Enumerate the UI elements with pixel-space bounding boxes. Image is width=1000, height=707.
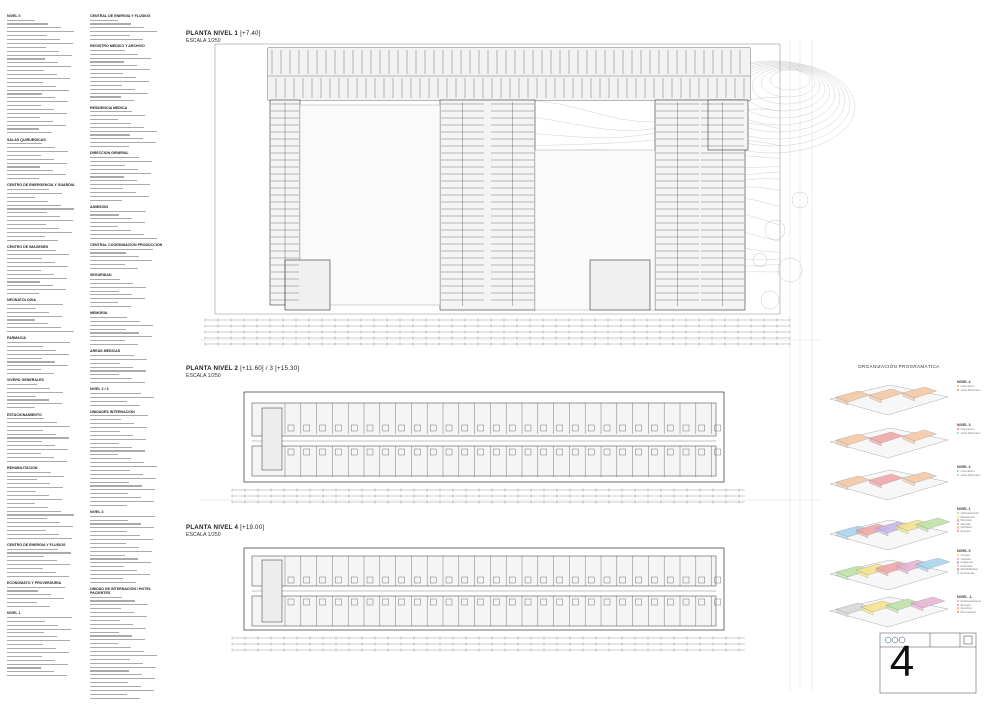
legend-heading: REGISTRO MEDICO Y ARCHIVO — [90, 44, 145, 49]
program-slab-4 — [830, 558, 950, 590]
level-item — [957, 432, 980, 436]
plan-4-name: PLANTA NIVEL 4 — [186, 524, 239, 531]
legend-heading: AREAS MEDICAS — [90, 349, 121, 354]
program-diagram — [830, 385, 950, 627]
program-slab-2 — [830, 470, 948, 500]
color-swatch — [957, 516, 959, 518]
color-swatch — [957, 565, 959, 567]
legend-heading: ADMISION — [90, 205, 108, 210]
program-slab-1 — [830, 428, 948, 458]
plan-4-level: [+19.00] — [240, 524, 265, 531]
level-item-text: Administración — [960, 511, 979, 515]
color-swatch — [957, 526, 959, 528]
legend-heading: FARMACIA — [7, 336, 26, 341]
level-items — [957, 512, 979, 534]
level-item-text: Servicios — [960, 606, 972, 611]
color-swatch — [957, 604, 959, 606]
level-item-text: Estacionamiento — [960, 599, 982, 603]
level-items — [957, 385, 980, 392]
level-item — [957, 389, 980, 393]
legend-heading: NIVEL 0 — [7, 14, 21, 18]
color-swatch — [957, 428, 959, 430]
level-item-text: Energía — [960, 602, 971, 607]
legend-heading: CENTRO DE EMERGENCIA Y GUARDIA — [7, 183, 75, 188]
legend-heading: NEONATOLOGIA — [7, 298, 37, 303]
level-item-text: Energía — [960, 528, 971, 533]
level-label: NIVEL 3 — [957, 423, 971, 427]
plan-level-2-3 — [232, 392, 745, 504]
level-item-text: Admisión — [960, 525, 973, 530]
plan-level-4 — [232, 548, 745, 652]
legend-heading: CENTRAL DE ENERGIA Y FLUIDOS — [90, 14, 151, 18]
level-item-text: Internación — [960, 469, 975, 473]
color-swatch — [957, 611, 959, 613]
level-item-text: Hotel Pacientes — [960, 387, 981, 392]
level-item-text: Hotel Pacientes — [960, 472, 981, 477]
level-item-text: Rehabilitación — [960, 567, 979, 572]
plan-level-1 — [205, 44, 855, 346]
color-swatch — [957, 519, 959, 521]
level-items — [957, 554, 978, 576]
legend-heading: ECONOMATO Y PROVEEDURIA — [7, 581, 62, 586]
legend-heading: REHABILITACION — [7, 466, 38, 471]
legend-heading: CENTRAL COORDINACION PRODUCCION — [90, 243, 163, 248]
sheet-number: 4 — [889, 637, 915, 686]
color-swatch — [957, 474, 959, 476]
plan-4-scale: ESCALA 1/250 — [186, 532, 221, 538]
level-item-text: Internación — [960, 384, 975, 388]
legend-heading: RESIDENCIA MEDICA — [90, 105, 128, 110]
level-item-text: Dirección — [960, 518, 973, 523]
legend-heading: CENTRO DE ENERGIA Y FLUIDOS — [7, 543, 66, 548]
color-swatch — [957, 389, 959, 391]
legend-heading: DIRECCION GENERAL — [90, 151, 129, 156]
color-swatch — [957, 512, 959, 514]
color-swatch — [957, 561, 959, 563]
level-item-text: Registro — [960, 521, 971, 526]
legend-heading: UNIDAD DE INTERNACION / HOTEL PACIENTES — [90, 587, 152, 595]
legend-heading: ESTACIONAMIENTO — [7, 412, 42, 417]
level-item-text: Farmacia — [960, 563, 973, 568]
legend-heading: SALAS QUIRURGICAS — [7, 137, 46, 142]
plan-2-level: [+11.60] / 3 [+15.30] — [240, 365, 300, 372]
legend-heading: NIVEL 4 — [90, 510, 104, 515]
color-swatch — [957, 530, 959, 532]
color-swatch — [957, 470, 959, 472]
color-swatch — [957, 607, 959, 609]
level-item-text: Economato — [960, 570, 975, 575]
color-swatch — [957, 385, 959, 387]
level-item-text: Proveeduría — [960, 609, 976, 614]
legend-heading: SEGURIDAD — [90, 273, 112, 278]
level-items — [957, 428, 980, 435]
level-label: NIVEL 2 — [957, 465, 971, 469]
legend-heading: UNIDADES INTERNACION — [90, 409, 135, 414]
level-item — [957, 474, 980, 478]
organizacion-title: ORGANIZACIÓN PROGRAMÁTICA — [858, 364, 940, 369]
level-item-text: Guardia — [960, 556, 971, 561]
color-swatch — [957, 600, 959, 602]
legend-heading: CENTRO DE IMAGENES — [7, 244, 49, 249]
color-swatch — [957, 568, 959, 570]
program-slab-5 — [830, 597, 948, 627]
level-item — [957, 611, 981, 615]
plan-1-scale: ESCALA 1/250 — [186, 38, 221, 44]
level-label: NIVEL 0 — [957, 549, 971, 553]
color-swatch — [957, 554, 959, 556]
color-swatch — [957, 432, 959, 434]
plan-1-name: PLANTA NIVEL 1 — [186, 30, 239, 37]
level-label: NIVEL -1 — [957, 595, 972, 599]
color-swatch — [957, 572, 959, 574]
program-slab-3 — [830, 518, 950, 550]
level-item — [957, 530, 979, 534]
legend-heading: NIVEL 1 — [7, 611, 21, 616]
level-items — [957, 600, 981, 614]
level-item-text: Imágenes — [960, 560, 973, 565]
color-swatch — [957, 523, 959, 525]
program-slab-0 — [830, 385, 948, 415]
plan-2-scale: ESCALA 1/250 — [186, 373, 221, 379]
level-item-text: Residencia — [960, 514, 975, 519]
level-item — [957, 572, 978, 576]
level-item-text: Internación — [960, 427, 975, 431]
level-item-text: Cirugía — [960, 553, 970, 557]
legend-heading: NIVEL 2 / 3 — [90, 387, 109, 392]
level-label: NIVEL 1 — [957, 507, 971, 511]
level-label: NIVEL 4 — [957, 380, 971, 384]
legend-heading: VIVERO GENERALES — [7, 378, 44, 383]
legend-heading: MEMORIA — [90, 311, 108, 316]
level-items — [957, 470, 980, 477]
plan-1-level: [+7.40] — [240, 30, 261, 37]
color-swatch — [957, 558, 959, 560]
level-item-text: Hotel Pacientes — [960, 430, 981, 435]
plan-2-name: PLANTA NIVEL 2 — [186, 365, 239, 372]
